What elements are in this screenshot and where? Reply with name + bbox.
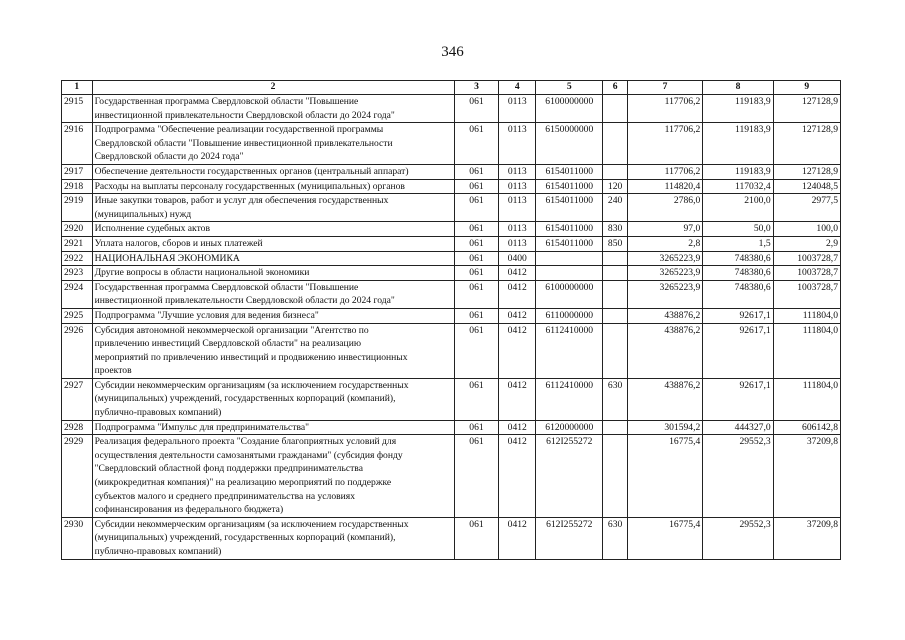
expense-name-line: Подпрограмма "Лучшие условия для ведения бизнеса" (94, 309, 319, 321)
target-article-code: 6112410000 (536, 378, 603, 420)
row-number: 2924 (62, 280, 93, 308)
amount-col-8: 117032,4 (703, 179, 773, 194)
amount-col-7: 438876,2 (627, 323, 702, 378)
expense-name-line: инвестиционной привлекательности Свердловской области до 2024 года" (94, 109, 395, 121)
column-header-2: 2 (92, 81, 454, 95)
row-number: 2927 (62, 378, 93, 420)
expense-name-line: Иные закупки товаров, работ и услуг для обеспечения государственных (94, 195, 389, 207)
admin-code: 061 (454, 123, 499, 165)
amount-col-8: 29552,3 (703, 517, 773, 559)
table-body (62, 95, 841, 560)
amount-col-7: 2,8 (627, 236, 702, 251)
admin-code: 061 (454, 280, 499, 308)
table-row (62, 266, 841, 281)
section-code: 0412 (499, 308, 536, 323)
expense-name-line: Субсидия автономной некоммерческой организации "Агентство по (94, 324, 369, 336)
expense-kind-code (603, 323, 627, 378)
expense-name (92, 251, 454, 266)
amount-col-9: 111804,0 (773, 308, 840, 323)
row-number: 2916 (62, 123, 93, 165)
column-header-6: 6 (603, 81, 627, 95)
budget-table (61, 80, 841, 560)
expense-name (92, 179, 454, 194)
expense-name-line: Исполнение судебных актов (94, 223, 210, 235)
expense-kind-code: 630 (603, 517, 627, 559)
amount-col-7: 117706,2 (627, 123, 702, 165)
amount-col-7: 438876,2 (627, 378, 702, 420)
expense-name-line: Уплата налогов, сборов и иных платежей (94, 237, 263, 249)
expense-name-line: НАЦИОНАЛЬНАЯ ЭКОНОМИКА (94, 252, 240, 264)
amount-col-7: 301594,2 (627, 420, 702, 435)
expense-name-line: Субсидии некоммерческим организациям (за исключением государственных (94, 518, 409, 530)
section-code: 0400 (499, 251, 536, 266)
expense-kind-code: 630 (603, 378, 627, 420)
table-row (62, 378, 841, 420)
amount-col-7: 117706,2 (627, 95, 702, 123)
amount-col-8: 119183,9 (703, 164, 773, 179)
section-code: 0412 (499, 280, 536, 308)
expense-name-line: Свердловской области до 2024 года" (94, 151, 244, 163)
table-row (62, 517, 841, 559)
table-row (62, 179, 841, 194)
table-row (62, 194, 841, 222)
expense-name-line: субъектов малого и среднего предпринимательства на условиях (94, 490, 355, 502)
expense-name (92, 420, 454, 435)
row-number: 2918 (62, 179, 93, 194)
row-number: 2923 (62, 266, 93, 281)
section-code: 0412 (499, 266, 536, 281)
column-header-9: 9 (773, 81, 840, 95)
amount-col-7: 438876,2 (627, 308, 702, 323)
expense-kind-code: 850 (603, 236, 627, 251)
expense-kind-code: 830 (603, 222, 627, 237)
target-article-code (536, 266, 603, 281)
amount-col-7: 16775,4 (627, 435, 702, 518)
amount-col-7: 3265223,9 (627, 251, 702, 266)
table-row (62, 164, 841, 179)
section-code: 0412 (499, 435, 536, 518)
section-code: 0412 (499, 420, 536, 435)
amount-col-9: 127128,9 (773, 123, 840, 165)
amount-col-8: 748380,6 (703, 280, 773, 308)
amount-col-9: 111804,0 (773, 378, 840, 420)
expense-name-line: (микрокредитная компания)" на реализацию мероприятий по поддержке (94, 477, 392, 489)
expense-name-line: Реализация федерального проекта "Создание благоприятных условий для (94, 436, 397, 448)
expense-name-line: Государственная программа Свердловской области "Повышение (94, 281, 359, 293)
target-article-code: 6154011000 (536, 222, 603, 237)
amount-col-9: 127128,9 (773, 95, 840, 123)
admin-code: 061 (454, 308, 499, 323)
expense-name (92, 308, 454, 323)
expense-name-line: Государственная программа Свердловской области "Повышение (94, 96, 359, 107)
admin-code: 061 (454, 251, 499, 266)
section-code: 0412 (499, 323, 536, 378)
expense-name-line: публично-правовых компаний) (94, 407, 222, 419)
amount-col-9: 37209,8 (773, 517, 840, 559)
amount-col-8: 1,5 (703, 236, 773, 251)
row-number: 2930 (62, 517, 93, 559)
section-code: 0113 (499, 123, 536, 165)
expense-kind-code (603, 251, 627, 266)
expense-name-line: Подпрограмма "Импульс для предпринимательства" (94, 421, 310, 433)
target-article-code: 6154011000 (536, 164, 603, 179)
row-number: 2921 (62, 236, 93, 251)
amount-col-8: 748380,6 (703, 251, 773, 266)
target-article-code: 6154011000 (536, 179, 603, 194)
expense-name-line: Другие вопросы в области национальной экономики (94, 267, 310, 279)
row-number: 2922 (62, 251, 93, 266)
admin-code: 061 (454, 222, 499, 237)
table-row (62, 308, 841, 323)
expense-name (92, 236, 454, 251)
amount-col-8: 119183,9 (703, 95, 773, 123)
expense-name (92, 378, 454, 420)
amount-col-9: 2977,5 (773, 194, 840, 222)
expense-kind-code (603, 164, 627, 179)
column-header-5: 5 (536, 81, 603, 95)
admin-code: 061 (454, 420, 499, 435)
amount-col-7: 114820,4 (627, 179, 702, 194)
target-article-code: 6154011000 (536, 194, 603, 222)
admin-code: 061 (454, 95, 499, 123)
amount-col-8: 92617,1 (703, 308, 773, 323)
section-code: 0113 (499, 194, 536, 222)
table-row (62, 280, 841, 308)
expense-name-line: мероприятий по привлечению инвестиций и продвижению инвестиционных (94, 351, 408, 363)
row-number: 2928 (62, 420, 93, 435)
row-number: 2919 (62, 194, 93, 222)
admin-code: 061 (454, 236, 499, 251)
admin-code: 061 (454, 517, 499, 559)
target-article-code: 6100000000 (536, 280, 603, 308)
amount-col-8: 92617,1 (703, 323, 773, 378)
amount-col-8: 444327,0 (703, 420, 773, 435)
target-article-code: 612I255272 (536, 435, 603, 518)
expense-name-line: (муниципальных) учреждений, государственных корпораций (компаний), (94, 532, 396, 544)
expense-kind-code: 120 (603, 179, 627, 194)
section-code: 0412 (499, 378, 536, 420)
section-code: 0113 (499, 222, 536, 237)
column-header-8: 8 (703, 81, 773, 95)
expense-kind-code (603, 420, 627, 435)
table-row (62, 323, 841, 378)
expense-name (92, 194, 454, 222)
expense-kind-code (603, 123, 627, 165)
section-code: 0113 (499, 236, 536, 251)
amount-col-7: 117706,2 (627, 164, 702, 179)
table-row (62, 95, 841, 123)
expense-name (92, 164, 454, 179)
expense-name-line: Расходы на выплаты персоналу государственных (муниципальных) органов (94, 180, 405, 192)
expense-kind-code (603, 266, 627, 281)
column-header-1: 1 (62, 81, 93, 95)
admin-code: 061 (454, 323, 499, 378)
admin-code: 061 (454, 266, 499, 281)
target-article-code: 6112410000 (536, 323, 603, 378)
table-row (62, 251, 841, 266)
section-code: 0113 (499, 164, 536, 179)
page-number: 346 (441, 44, 464, 60)
amount-col-9: 124048,5 (773, 179, 840, 194)
expense-name-line: Свердловской области "Повышение инвестиционной привлекательности (94, 137, 393, 149)
row-number: 2925 (62, 308, 93, 323)
table-row (62, 236, 841, 251)
amount-col-9: 1003728,7 (773, 280, 840, 308)
expense-name (92, 517, 454, 559)
admin-code: 061 (454, 179, 499, 194)
table-row (62, 420, 841, 435)
expense-name-line: (муниципальных) нужд (94, 208, 192, 220)
amount-col-9: 2,9 (773, 236, 840, 251)
row-number: 2920 (62, 222, 93, 237)
amount-col-8: 2100,0 (703, 194, 773, 222)
expense-kind-code (603, 435, 627, 518)
admin-code: 061 (454, 378, 499, 420)
target-article-code: 612I255272 (536, 517, 603, 559)
amount-col-7: 97,0 (627, 222, 702, 237)
expense-kind-code (603, 280, 627, 308)
row-number: 2917 (62, 164, 93, 179)
section-code: 0113 (499, 179, 536, 194)
amount-col-9: 1003728,7 (773, 266, 840, 281)
expense-name (92, 266, 454, 281)
expense-name (92, 280, 454, 308)
amount-col-8: 92617,1 (703, 378, 773, 420)
expense-name-line: софинансирования из федерального бюджета) (94, 504, 284, 516)
section-code: 0113 (499, 95, 536, 123)
expense-name (92, 95, 454, 123)
row-number: 2926 (62, 323, 93, 378)
expense-name-line: Подпрограмма "Обеспечение реализации государственной программы (94, 124, 384, 136)
row-number: 2915 (62, 95, 93, 123)
admin-code: 061 (454, 194, 499, 222)
expense-kind-code (603, 308, 627, 323)
target-article-code (536, 251, 603, 266)
target-article-code: 6100000000 (536, 95, 603, 123)
expense-name-line: публично-правовых компаний) (94, 546, 222, 557)
expense-name (92, 123, 454, 165)
expense-kind-code: 240 (603, 194, 627, 222)
target-article-code: 6154011000 (536, 236, 603, 251)
section-code: 0412 (499, 517, 536, 559)
column-header-3: 3 (454, 81, 499, 95)
expense-name-line: Обеспечение деятельности государственных органов (центральный аппарат) (94, 165, 409, 177)
expense-name-line: привлечению инвестиций Свердловской области" на реализацию (94, 338, 361, 350)
expense-name (92, 435, 454, 518)
target-article-code: 6150000000 (536, 123, 603, 165)
admin-code: 061 (454, 164, 499, 179)
amount-col-9: 127128,9 (773, 164, 840, 179)
table-row (62, 435, 841, 518)
expense-name-line: инвестиционной привлекательности Свердловской области до 2024 года" (94, 295, 395, 307)
expense-name-line: Субсидии некоммерческим организациям (за исключением государственных (94, 379, 409, 391)
amount-col-8: 29552,3 (703, 435, 773, 518)
amount-col-7: 2786,0 (627, 194, 702, 222)
target-article-code: 6110000000 (536, 308, 603, 323)
expense-name-line: "Свердловский областной фонд поддержки предпринимательства (94, 463, 363, 475)
amount-col-8: 748380,6 (703, 266, 773, 281)
row-number: 2929 (62, 435, 93, 518)
amount-col-7: 16775,4 (627, 517, 702, 559)
table-row (62, 222, 841, 237)
amount-col-9: 606142,8 (773, 420, 840, 435)
column-header-4: 4 (499, 81, 536, 95)
admin-code: 061 (454, 435, 499, 518)
amount-col-9: 1003728,7 (773, 251, 840, 266)
amount-col-7: 3265223,9 (627, 280, 702, 308)
amount-col-7: 3265223,9 (627, 266, 702, 281)
expense-name (92, 323, 454, 378)
amount-col-8: 119183,9 (703, 123, 773, 165)
amount-col-8: 50,0 (703, 222, 773, 237)
header-row (62, 81, 841, 95)
expense-name (92, 222, 454, 237)
expense-name-line: (муниципальных) учреждений, государственных корпораций (компаний), (94, 393, 396, 405)
amount-col-9: 37209,8 (773, 435, 840, 518)
column-header-7: 7 (627, 81, 702, 95)
target-article-code: 6120000000 (536, 420, 603, 435)
amount-col-9: 111804,0 (773, 323, 840, 378)
expense-kind-code (603, 95, 627, 123)
expense-name-line: проектов (94, 365, 132, 377)
table-row (62, 123, 841, 165)
amount-col-9: 100,0 (773, 222, 840, 237)
expense-name-line: осуществления деятельности самозанятыми гражданами" (субсидия фонду (94, 449, 403, 461)
